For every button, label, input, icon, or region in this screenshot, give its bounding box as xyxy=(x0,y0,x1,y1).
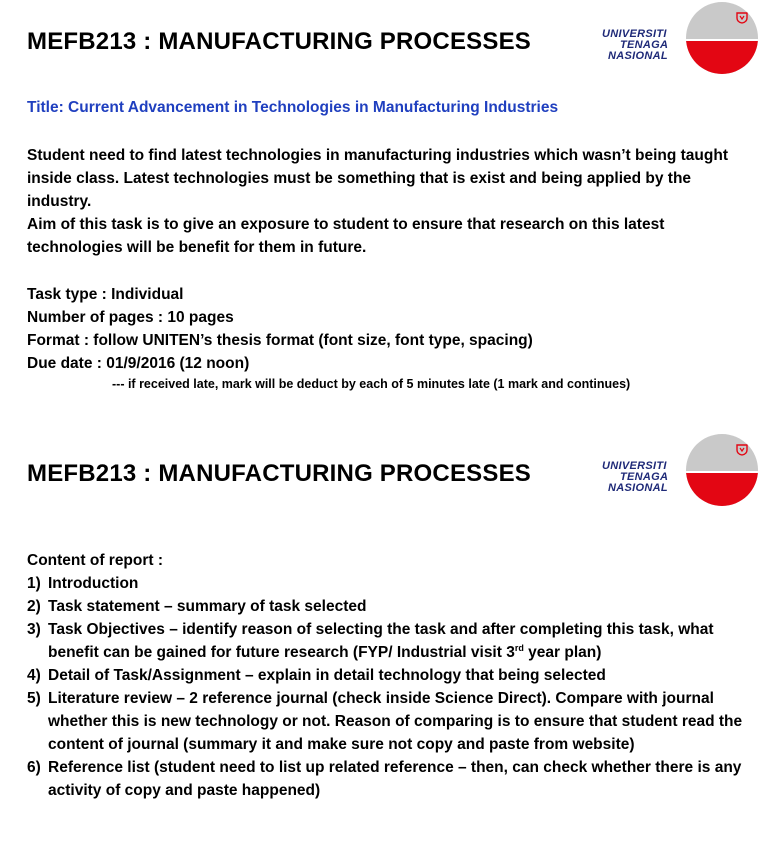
aim-paragraph: Aim of this task is to give an exposure to student to ensure that research on this latest technologies will be benefit for them in future. xyxy=(27,216,665,256)
list-item: 3) Task Objectives – identify reason of selecting the task and after completing this task, what benefit can be gained for future research (FYP/ Industrial visit 3rd year plan) xyxy=(27,621,714,661)
list-item: 4) Detail of Task/Assignment – explain in detail technology that being selected xyxy=(27,667,606,684)
task-details xyxy=(27,283,747,375)
emblem-icon xyxy=(736,444,748,456)
assignment-title: Title: Current Advancement in Technologies in Manufacturing Industries xyxy=(27,99,559,116)
course-heading: MEFB213 : MANUFACTURING PROCESSES xyxy=(27,28,531,55)
uniten-wordmark: UNIVERSITI TENAGA NASIONAL xyxy=(602,460,669,494)
description-paragraph: Student need to find latest technologies in manufacturing industries which wasn’t being taught inside class. Latest technologies must be something that is exist and being applied by the industry. xyxy=(27,147,728,210)
logo-disc-icon xyxy=(686,434,758,506)
due-date: Due date : 01/9/2016 (12 noon) xyxy=(27,355,250,372)
format-requirement: Format : follow UNITEN’s thesis format (font size, font type, spacing) xyxy=(27,332,533,349)
course-heading: MEFB213 : MANUFACTURING PROCESSES xyxy=(27,460,531,487)
slide-assignment-brief xyxy=(0,0,768,430)
late-penalty-note: --- if received late, mark will be deduct by each of 5 minutes late (1 mark and continues) xyxy=(112,377,631,391)
page-count: Number of pages : 10 pages xyxy=(27,309,234,326)
list-item: 5) Literature review – 2 reference journal (check inside Science Direct). Compare with journal whether this is new technology or not. Reason of comparing is to ensure that student read the content of journal (summary it and make sure not copy and paste from website) xyxy=(27,690,743,753)
uniten-wordmark: UNIVERSITI TENAGA NASIONAL xyxy=(602,28,669,62)
content-label: Content of report : xyxy=(27,552,164,569)
content-items xyxy=(27,572,747,802)
report-content-list xyxy=(27,549,747,802)
uniten-logo xyxy=(600,2,760,76)
task-type: Task type : Individual xyxy=(27,286,184,303)
list-item: 6) Reference list (student need to list up related reference – then, can check whether there is any activity of copy and paste happened) xyxy=(27,759,742,799)
assignment-description xyxy=(27,144,747,259)
slide-report-content xyxy=(0,430,768,866)
emblem-icon xyxy=(736,12,748,24)
list-item: 2) Task statement – summary of task selected xyxy=(27,598,367,615)
list-item: 1) Introduction xyxy=(27,575,139,592)
logo-disc-icon xyxy=(686,2,758,74)
uniten-logo xyxy=(600,434,760,508)
